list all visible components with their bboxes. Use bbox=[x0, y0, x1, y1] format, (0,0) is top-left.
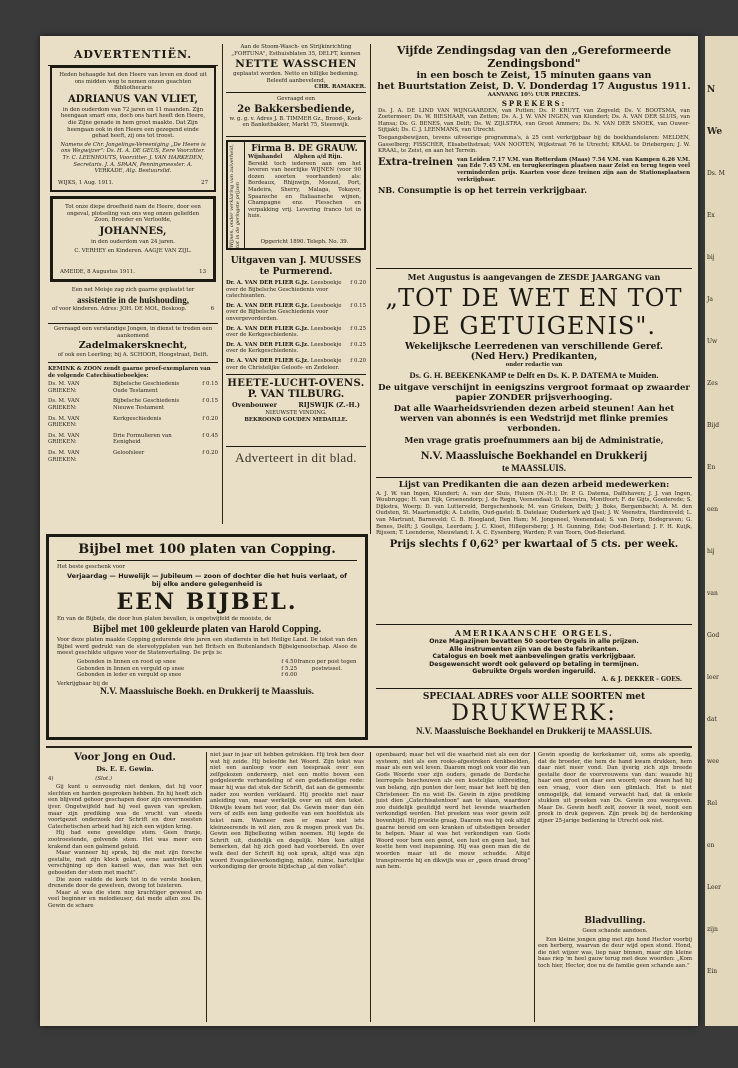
column-rule bbox=[534, 752, 535, 1022]
kemink-intro: KEMINK & ZOON zendt gaarne proef-exemplaren van de volgende Catechisatieboekjes: bbox=[48, 366, 211, 379]
article-p4: Die zoon valdde de kerk tot in de verste hoeken, drenende door de gewelven, dwong tot luisteren. bbox=[48, 876, 202, 890]
article-p5: Maar al was die stem nog krachtiger geweest en veel beginner en melodieuser, dat mede allen zou Ds. Gewin de schare bbox=[48, 889, 202, 909]
drukwerk-ad bbox=[376, 692, 692, 744]
bible-een: EEN BIJBEL. bbox=[116, 588, 298, 615]
kemink-ad bbox=[48, 366, 218, 486]
tot-body2: Dat alle Waarheidsvrienden dezen arbeid steunen! Aan het werven van abonnés is een Wedstrijd met flinke premies verbonden. bbox=[393, 403, 675, 434]
orgels-line4: Desgewenscht wordt ook geleverd op betaling in termijnen. bbox=[429, 660, 639, 668]
zending-trein: van Leiden 7.17 V.M. van Rotterdam (Maas) 7.54 V.M. van Kampen 6.26 V.M. van Ede 7.45 V.M. en terugkeeringen plaatsen naar Zeist en terug tegen veel verminderden prijs. Kaarten voor deze treinen zijn aan de Stationsplaatsen verkrijgbaar. bbox=[457, 156, 690, 183]
kemink-author: Ds. M. VAN GRIEKEN: bbox=[48, 381, 80, 394]
tot-names: A. J. W. van Ingen, Klundert; A. van der Sluis, Huizen (N.-H.); Dr. P. G. Datema, Dalfshaven; J. J. van Ingen, Woubrugge; H. van Eijk, Groenendorp; J. de Regin, Veenendaal; D. Boerstra, Montfoort; F. de Gijts, Goederede; S. Dijkstra, Woerp; D. van Lutterveld, Bergschenhoek; M. van Grieken, Delft; J. Boks, Bergambacht; A. M. den Oudsten, St. Maartensdijk; A. Lutelin, Oud-gastel; B. Datelaar, Ouderkerk a/d IJsel; J. W. Veenstra, Hardinxveld; L. van Martrant, Barneveld; C. B. Hoogland, Den Ham; M. Jongeneel, Veenendaal; S. van Dorp, Bodegraven; G. Benes, Delft; J. Gouliga, Leerdam; J. C. Kloet, Hillegersberg; J. H. Gunning, Ede; Oud-Beierland; J. F. H. Kuijk, Rijssen; T. Leenderse, Nieuwland; I. A. C. Eysenberg, Warden; P. van Toorn, Oud-Beierland. bbox=[376, 490, 692, 537]
bakker-body: w. g. g. v. Adres J. B. TIMMER Gz., Brood-, Koek- en Banketbakker, Markt 75, Steenwijk. bbox=[229, 115, 363, 129]
muusses-row bbox=[226, 303, 366, 323]
bladvulling-body: Een kleine jongen ging met zijn hond Hector voorbij een herberg, waarvan de deur wijd open stond. Hond, die niet wijzer was, liep naar binnen, maar zijn kleine baas riep 'm heel gauw terug met deze woorden: „Kom toch hier, Hector, doe nu de familie geen schande aan." bbox=[538, 936, 692, 969]
article-col4 bbox=[538, 752, 692, 1022]
tot-body3: Men vrage gratis proefnummers aan bij de Administratie, bbox=[404, 434, 664, 445]
tot-publisher1: N.V. Maassluische Boekhandel en Drukkerij bbox=[420, 447, 648, 462]
orgels-title: AMERIKAANSCHE ORGELS. bbox=[454, 628, 614, 638]
advertisements-column bbox=[48, 44, 218, 524]
kemink-row bbox=[48, 381, 218, 394]
adjacent-page-fragment: Bijd bbox=[707, 422, 720, 429]
tot-intro: Met Augustus is aangevangen de ZESDE JAARGANG van bbox=[407, 272, 661, 282]
kemink-row bbox=[48, 450, 218, 463]
tot-onder: onder redactie van bbox=[505, 362, 563, 368]
adjacent-page-fragment: dat bbox=[707, 716, 717, 723]
assist-detail: of voor kinderen. Adres: JOH. DE MOL, Boskoop. bbox=[52, 305, 187, 312]
adjacent-page-fragment: N bbox=[707, 85, 716, 95]
article-col2 bbox=[210, 752, 364, 1022]
article-p3: Maar wanneer hij sprak, bij die met zijn forsche gestalte, met zijn klock gelaat, eene aantrekkelijke verschijning op den kansel was, dan was het een geboeiden der stem met macht". bbox=[48, 850, 202, 876]
bakker-top: Gevraagd een bbox=[276, 96, 315, 102]
muusses-price: f 0.20 bbox=[350, 357, 366, 364]
muusses-title: Uitgaven van J. MUUSSES te Purmerend. bbox=[230, 256, 362, 277]
zending-line4: AANVANG 10½ UUR PRECIES. bbox=[487, 92, 581, 98]
article-heading: Voor Jong en Oud. bbox=[74, 752, 176, 763]
grauw-side-text: Wijnen, onder verklaring van zuiverheid, tot in de geringste prijzen bbox=[229, 144, 241, 248]
kemink-row bbox=[48, 416, 218, 429]
article-byline: Ds. E. E. Gewin. bbox=[96, 765, 154, 773]
grauw-ad bbox=[226, 140, 366, 250]
zending-body: Ds. J. A. DE LIND VAN WIJNGAARDEN, van Putten; Ds. P. KRUYT, van Zegveld; Ds. V. BOOTSMA, van Zoetermeer; Ds. W. BIESHAAR, van Zetten; Ds. A. J. W. VAN INGEN, van Klundert; Ds. A. VAN DER SLUIS, van Hansa; Ds. G. BENES, van Delft; Ds. W. ZIJLSTRA, van Groot Ammers; Ds. N. VAN DER SNOEK, van Ouwer-Sijtjakt; Ds. C. J. LEENMANS, van Utrecht. bbox=[378, 107, 690, 134]
bible-price-label: Gebonden in leder en verguld op snee bbox=[77, 672, 182, 679]
bakker-title: 2e Bakkersbediende, bbox=[237, 103, 355, 115]
bible-price-value: f 4.50 bbox=[281, 658, 297, 665]
orgels-line5: Gebruikte Orgels worden ingeruild. bbox=[472, 668, 596, 675]
kemink-row bbox=[48, 398, 218, 411]
fortuna-top: Aan de Stoom-Wasch- en Strijkinrichting „FORTUNA", Esthuisblaten 35, DELFT, kunnen bbox=[231, 44, 361, 57]
article-slot: (Slot.) bbox=[95, 775, 113, 782]
zending-line2: in een bosch te Zeist, 15 minuten gaans van bbox=[416, 70, 652, 81]
kemink-price: f 0.20 bbox=[202, 449, 218, 456]
ovens-place1: Ovenbouwer bbox=[232, 401, 278, 409]
vliet-signatories: Namens de Chr. Jongelings-Vereeniging „De Heere is ons Wegwijzer": Ds. H. A. DE GEUS, Eere Voorzitter. Tr. C. LEENHOUTS, Voorzitter. J. VAN HARKEDEN, Secretaris. J. A. SPAAN, Penningmeester. A. VERKADE, Alg. Bestuurslid. bbox=[60, 141, 206, 175]
fortuna-body: geplaatst worden. Netto en billijke bediening. Beleefd aanbevelend, bbox=[233, 71, 359, 84]
tot-publisher2: te MAASSLUIS. bbox=[501, 462, 566, 473]
drukwerk-title: DRUKWERK: bbox=[451, 701, 617, 726]
tot-sub1: Wekelijksche Leerredenen van verschillende Geref. bbox=[404, 342, 664, 352]
vliet-name: ADRIANUS VAN VLIET, bbox=[67, 93, 199, 105]
muusses-price: f 0.20 bbox=[350, 280, 366, 286]
kemink-author: Ds. M. VAN GRIEKEN: bbox=[48, 432, 80, 446]
bible-verkrijg: Verkrijgbaar bij de bbox=[57, 680, 109, 687]
ovens-place2: RIJSWIJK (Z.-H.) bbox=[298, 401, 360, 409]
ovens-title: HEETE-LUCHT-OVENS. bbox=[227, 378, 365, 389]
adjacent-page-fragment: En bbox=[707, 464, 716, 471]
assistance-ad bbox=[48, 287, 218, 324]
muusses-price: f 0.25 bbox=[350, 341, 366, 348]
article-c2: niet jaar in jaar uit hebben getrokken. Hij trok ben door wat hij zeide. Hij beleefde het Woord. Zijn tekst was niet een aanloop voor een toespraak over een zelfgekozen onderwerp, niet een motto boven een godgeleerde verhandeling of een godsdienstige rede: maar hij was dat stuk der Schrift, dat aan de gemeente nader zou worden verklaard. Hij preekte niet naar anleiding van, maar werkelijk over en uit den tekst. Dikwijls kwam het voor, dat Ds. Gewin meer dan één vers of zelfs een lang gedeelte van een hoofdstuk als tekst nam. Wanneer men er maar niet iets kleinzeerends in wil zien, zou ik mogen preek van Ds. Gewin een Bijbellezing willen noemen. Hij legde de Schrift uit, duidelijk en degelijk. Men kon altijd bemerken, dat hij zich goed had voorbereid. En over welk deel der Schrift hij ook sprak, altijd was zijn woord Evangelieverkondiging, milde, ruime, hartelijke verkondiging der groote blijdschap „al den volke". bbox=[210, 752, 364, 871]
bible-franco: franco per post tegen postwissel. bbox=[297, 658, 357, 672]
adjacent-page-fragment: hij bbox=[707, 548, 715, 555]
johannes-place-date: AMEIDE, 8 Augustus 1911. bbox=[60, 269, 135, 276]
orgels-line2: Alle instrumenten zijn van de beste fabrikanten. bbox=[449, 645, 619, 653]
article-p2: Hij had eene geweldige stem. Geen franje, zootroestende, golvende stem. Het was meer een krakend dan een galmend geluid. bbox=[48, 830, 202, 850]
adjacent-page-fragment: wee bbox=[707, 758, 720, 765]
orgels-line1: Onze Magazijnen bevatten 50 soorten Orgels in alle prijzen. bbox=[429, 638, 639, 645]
assist-number: 6 bbox=[210, 305, 214, 312]
bible-prices bbox=[57, 659, 297, 679]
bible-body2: Voor deze platen maakte Copping gedurende drie jaren een studiereis in het Heilige Land. De tekst van den Bijbel werd gedrukt van de stereotypplaten van het Britsch en Buitenlandsch Bijbelgenootschap. Alsoo de meest geschikte uitgave voor de Statenvertaling. De prijs is: bbox=[57, 637, 357, 657]
adjacent-page-fragment: Ja bbox=[707, 296, 713, 303]
article-number: 4) bbox=[48, 775, 54, 782]
kemink-author: Ds. M. VAN GRIEKEN: bbox=[48, 398, 80, 411]
muusses-author: Dr. A. VAN DER FLIER G.Jz. bbox=[226, 341, 309, 348]
muusses-title: Leesboekje over de Christelijke Geloofs- en Zedeleer. bbox=[226, 357, 342, 371]
adjacent-page-fragment: bij bbox=[707, 254, 715, 261]
bible-publisher: N.V. Maassluische Boekh. en Drukkerij te Maassluis. bbox=[99, 687, 315, 698]
tot-lijst: Lijst van Predikanten die aan dezen arbeid medewerken: bbox=[398, 479, 670, 490]
bible-price-value: f 6.00 bbox=[281, 672, 297, 679]
ovens-medal: BEKROOND GOUDEN MEDAILLE. bbox=[244, 417, 348, 424]
obituary-johannes bbox=[50, 196, 216, 282]
bible-price-row bbox=[77, 666, 297, 673]
newspaper-page bbox=[40, 36, 698, 1026]
grauw-sub: Wijnhandel Alphen a/d Rijn. bbox=[248, 154, 343, 160]
zending-toeg: Toegangsbewijzen, tevens uitvoerige programma's, à 25 cent verkrijgbaar bij de boekhandelaren: MELDEN, Gasselberg; FISSCHER, Elisabethstraat; VAN NOOTEN, Wijkstraat 76 te Utrecht; KRAAL te Driebergen; J. W. KRAAL, te Zeist, en aan het Terrein. bbox=[378, 134, 690, 155]
vliet-intro: Heden behaagde het den Heere van leven en dood uit ons midden weg te nemen onzen geachten Bibliothecaris bbox=[59, 72, 207, 92]
zending-nb: NB. Consumptie is op het terrein verkrijgbaar. bbox=[378, 185, 587, 196]
kemink-author: Ds. M. VAN GRIEKEN: bbox=[48, 415, 80, 429]
orgels-ad bbox=[376, 628, 692, 689]
tot-prijs: Prijs slechts f 0,62⁵ per kwartaal of 5 cts. per week. bbox=[389, 538, 679, 550]
saddler-ad bbox=[48, 326, 218, 363]
kemink-title: Bijbelsche Geschiedenis Oude Testament bbox=[113, 381, 180, 394]
grauw-title: Firma B. DE GRAUW. bbox=[251, 144, 358, 154]
johannes-age: in den ouderdom van 24 jaren. bbox=[90, 238, 176, 245]
zending-title: Vijfde Zendingsdag van den „Gereformeerde Zendingsbond" bbox=[396, 44, 672, 70]
bible-occasion: Verjaardag — Huwelijk — Jubileum — zoon of dochter die het huis verlaat, of bij elke andere gelegenheid is bbox=[66, 571, 348, 588]
ovens-ad bbox=[226, 378, 366, 447]
tot-sub2: (Ned Herv.) Predikanten, bbox=[470, 352, 598, 362]
bible-price-label: Gebonden in linnen en rood op snee bbox=[77, 658, 176, 665]
column-rule bbox=[370, 752, 371, 1022]
johannes-intro: Tot onze diepe droefheid nam de Heere, door een ongeval, plotseling van ons weg onzen geliefden Zoon, Broeder en Verloofde, bbox=[65, 204, 201, 224]
tot-title1: „TOT DE WET EN TOT bbox=[385, 284, 683, 312]
drukwerk-publisher: N.V. Maassluische Boekhandel en Drukkerij te MAASSLUIS. bbox=[415, 726, 653, 736]
bible-ad bbox=[46, 534, 368, 740]
kemink-title: Bijbelsche Geschiedenis Nieuwe Testament bbox=[113, 398, 180, 411]
adjacent-page-fragment: zijn bbox=[707, 926, 718, 933]
grauw-body: Bereikt toch iedereen aan om het leveren van heerlijke WIJNEN (voor 90 dozen soorten voorhanden) als: Bordeaux, Rhijnwijn, Moezel, Port, Madeira, Sherry, Malaga, Tokayer, Spaansche en Italiaansche wijnen, Champagne enz. Flesschen en verpakking vrij. Levering franco tot in huis. bbox=[248, 160, 361, 220]
vliet-number: 27 bbox=[201, 180, 208, 187]
muusses-row bbox=[226, 280, 366, 300]
bible-price-value: f 5.25 bbox=[281, 665, 297, 672]
adjacent-page-fragment: Rel bbox=[707, 800, 717, 807]
adjacent-page-fragment: Zes bbox=[707, 380, 718, 387]
bladvulling-sub: Geen schande aandoen. bbox=[582, 928, 648, 934]
adjacent-page-fragment: Ein bbox=[707, 968, 718, 975]
article-col3 bbox=[376, 752, 530, 1022]
tot-body1: De uitgave verschijnt in eenigszins vergroot formaat op zwaarder papier ZONDER prijsverhooging. bbox=[378, 382, 690, 403]
article-c4: Gewin spoedig de kerkekamer uit, soms als spoedig, dat de broeder, die hem de hand kwam drukken, hem daar niet meer vond. Dan ijverig zich zijn breede gestalte door de voorvrouwens van dan: waaude hij haar een groet en daar een woord; voor deuen had hij een vraag, voor dien een glimlach. Het is niet onmogelijk, dat iemand verwacht had, dat ik enkele stukken uit preeken van Ds. Gewin zou weergeven. Maar Ds. Gewin heeft zelf, zoover ik weet, nooit een preek in druk gegeven. Zijn preek bij de herdenking zijner 25-jarige bediening te Utrecht ook niet. bbox=[538, 752, 692, 824]
saddler-title: Zadelmakersknecht, bbox=[78, 340, 188, 352]
johannes-name: JOHANNES, bbox=[99, 225, 167, 237]
saddler-detail: of ook een Leerling; bij A. SCHOOR, Hoogstraat, Delft. bbox=[57, 352, 209, 359]
tot-editors: Ds. G. H. BEEKENKAMP te Delft en Ds. K. P. DATEMA te Muiden. bbox=[409, 369, 659, 380]
assist-intro: Een net Meisje zag zich gaarne geplaatst ter bbox=[71, 287, 195, 293]
muusses-author: Dr. A. VAN DER FLIER G.Jz. bbox=[226, 280, 309, 286]
muusses-title: Leesboekje over de Bijbelsche Geschiedenis voor onvergevorderden. bbox=[226, 302, 342, 322]
orgels-line3: Catalogus en boek met aanbevelingen gratis verkrijgbaar. bbox=[432, 653, 636, 660]
vliet-body: in den ouderdom van 72 jaren en 11 maanden. Zijn heengaan smart ons, doch ons hart heeft den Heere, die Zijne genade in hem groot maakte. Dat Zijn heengaan ook in den Heere een gezegend einde gehad heeft, zij ons tot troost. bbox=[60, 106, 206, 140]
tot-title2: DE GETUIGENIS". bbox=[411, 312, 657, 340]
kemink-row bbox=[48, 433, 218, 446]
kemink-price: f 0.45 bbox=[202, 432, 218, 439]
zending-trein-label: Extra-treinen bbox=[378, 156, 454, 168]
muusses-author: Dr. A. VAN DER FLIER G.Jz. bbox=[226, 302, 309, 309]
bakker-ad bbox=[226, 96, 366, 137]
johannes-signatories: C. VERHEY en Kinderen. AAGJE VAN ZIJL. bbox=[74, 248, 192, 255]
fortuna-title: NETTE WASSCHEN bbox=[235, 58, 357, 71]
muusses-title: Leesboekje over de Bijbelsche Geschiedenis voor catechisanten. bbox=[226, 280, 342, 300]
right-ads-section bbox=[376, 44, 692, 744]
ovens-sub: NIEUWSTE VINDING. bbox=[265, 409, 327, 416]
kemink-title: Geloofsleer bbox=[113, 449, 145, 456]
article-c3: openbaard; maar het wil die waarheid niet als een dor systeem, niet als een rooks-afgestreken denkbeelden, maar als een wel leven. Daarom mogt ook voor die van Gods Woorde voor zijn ouders, genade de Dordsche leerregels beschouwen als een kostelijke uitbreiding, van belang, zijn punten der leer, maar het leeft bij den Christeneer. En nu wist Ds. Gewin in zijne prediking juist dien „Catechisatentoon" aan te slaan, waardoor zoo duidelijk geuitdijd werd het levende waarheden verkondigd werden. Het preeken was voor gewin zelf bovenhijdi. Hij preekte graag. Daarom was hij ook altijd gaarne bereid om een kranken of uitstedigen broeder te helpen. Maar al was het verkondigen van Gods Woord voor hem een genot, een lust en geen last, het kostte hem veel inspanning. Hij was geen man die de woorden maar uit de mouw schudde. Altijd transpireerde hij en dikwijls was er „geen draad droog" aan hem. bbox=[376, 752, 530, 871]
muusses-title: Leesboekje over de Kerkgeschiedenis. bbox=[226, 325, 342, 339]
adjacent-page-edge bbox=[705, 36, 738, 1026]
adjacent-page-fragment: We bbox=[707, 127, 723, 137]
bible-price-row bbox=[77, 672, 297, 679]
orgels-sign: A. & J. DEKKER - GOES. bbox=[601, 675, 682, 683]
muusses-ad bbox=[226, 256, 366, 375]
bladvulling-heading: Bladvulling. bbox=[584, 916, 646, 926]
zending-ad bbox=[376, 44, 692, 269]
kemink-title: Kerkgeschiedenis bbox=[113, 415, 162, 422]
saddler-intro: Gevraagd een verstandige Jongen, in dienst te treden een aankomend bbox=[53, 326, 213, 339]
column-rule bbox=[206, 752, 207, 1022]
kemink-title: Drie Formulieren van Eenigheid bbox=[113, 432, 172, 446]
column-two bbox=[226, 44, 366, 534]
adjacent-page-fragment: Ds. M bbox=[707, 170, 725, 177]
muusses-author: Dr. A. VAN DER FLIER G.Jz. bbox=[226, 325, 309, 332]
column-rule bbox=[370, 44, 371, 534]
article-col1 bbox=[48, 752, 202, 1022]
advertisements-heading: ADVERTENTIËN. bbox=[48, 44, 218, 66]
assist-title: assistentie in de huishouding, bbox=[76, 294, 190, 305]
vliet-place-date: WIJKS, 1 Aug. 1911. bbox=[58, 180, 114, 187]
muusses-row bbox=[226, 358, 366, 371]
adjacent-page-fragment: van bbox=[707, 590, 718, 597]
adverteert-banner: Adverteert in dit blad. bbox=[235, 450, 357, 465]
tot-de-wet-ad bbox=[376, 272, 692, 625]
adjacent-page-fragment: leer bbox=[707, 674, 719, 681]
adjacent-page-fragment: een bbox=[707, 506, 718, 513]
muusses-price: f 0.25 bbox=[350, 325, 366, 332]
kemink-author: Ds. M. VAN GRIEKEN: bbox=[48, 449, 80, 463]
ovens-name: P. VAN TILBURG. bbox=[247, 389, 345, 400]
adjacent-page-fragment: God bbox=[707, 632, 720, 639]
bible-title: Bijbel met 100 platen van Copping. bbox=[57, 542, 357, 561]
column-rule bbox=[222, 44, 223, 524]
muusses-price: f 0.15 bbox=[350, 302, 366, 309]
kemink-price: f 0.20 bbox=[202, 415, 218, 422]
muusses-title: Leesboekje over de Kerkgeschiedenis. bbox=[226, 341, 342, 355]
muusses-row bbox=[226, 326, 366, 339]
kemink-list bbox=[48, 381, 218, 463]
zending-sprekers: SPREKERS: bbox=[501, 98, 567, 108]
adjacent-page-fragment: Ex bbox=[707, 212, 715, 219]
zending-line3: het Buurtstation Zeist, D. V. Donderdag 17 Augustus 1911. bbox=[377, 81, 691, 92]
kemink-price: f 0.15 bbox=[202, 381, 218, 388]
article-p1: Gij kunt u eenvoudig niet denken, dat hij voor slechten en harden gesproken hebben. En hij heeft zich een blijvend gehoor geschapen door zijn onvermoeiden ijver. Ongetwijfeld had hij veel gaven van spreken, maar zijn prediking was de vrucht van steeds voortgezet onderzoek der Schrift en door noesten Catechetischen arbeid had hij zich een wijden kring. bbox=[48, 784, 202, 830]
adjacent-page-fragment: Uw bbox=[707, 338, 718, 345]
kemink-price: f 0.15 bbox=[202, 398, 218, 405]
drukwerk-line1: SPECIAAL ADRES voor ALLE SOORTEN met bbox=[422, 692, 646, 702]
bible-subtitle: Bijbel met 100 gekleurde platen van Harold Copping. bbox=[92, 624, 322, 636]
adjacent-page-fragment: en bbox=[707, 842, 715, 849]
section-rule bbox=[46, 746, 692, 748]
johannes-number: 13 bbox=[199, 269, 206, 276]
bible-body1: En van de Bijbels, die door hun platen bevallen, is ongetwijfeld de mooiste, de bbox=[57, 615, 272, 622]
grauw-foot: Opgericht 1890. Teleph. No. 39. bbox=[260, 239, 349, 246]
fortuna-sign: CHR. RAMAKER. bbox=[314, 84, 366, 91]
adjacent-page-fragment: Leer bbox=[707, 884, 721, 891]
bible-price-row bbox=[77, 659, 297, 666]
muusses-author: Dr. A. VAN DER FLIER G.Jz. bbox=[226, 357, 309, 364]
bible-gift: Het beste geschenk voor bbox=[57, 564, 125, 570]
muusses-list bbox=[226, 280, 366, 371]
obituary-van-vliet bbox=[50, 66, 216, 192]
fortuna-ad bbox=[226, 44, 366, 93]
bible-price-label: Gebonden in linnen en verguld op snee bbox=[77, 665, 185, 672]
muusses-row bbox=[226, 342, 366, 355]
